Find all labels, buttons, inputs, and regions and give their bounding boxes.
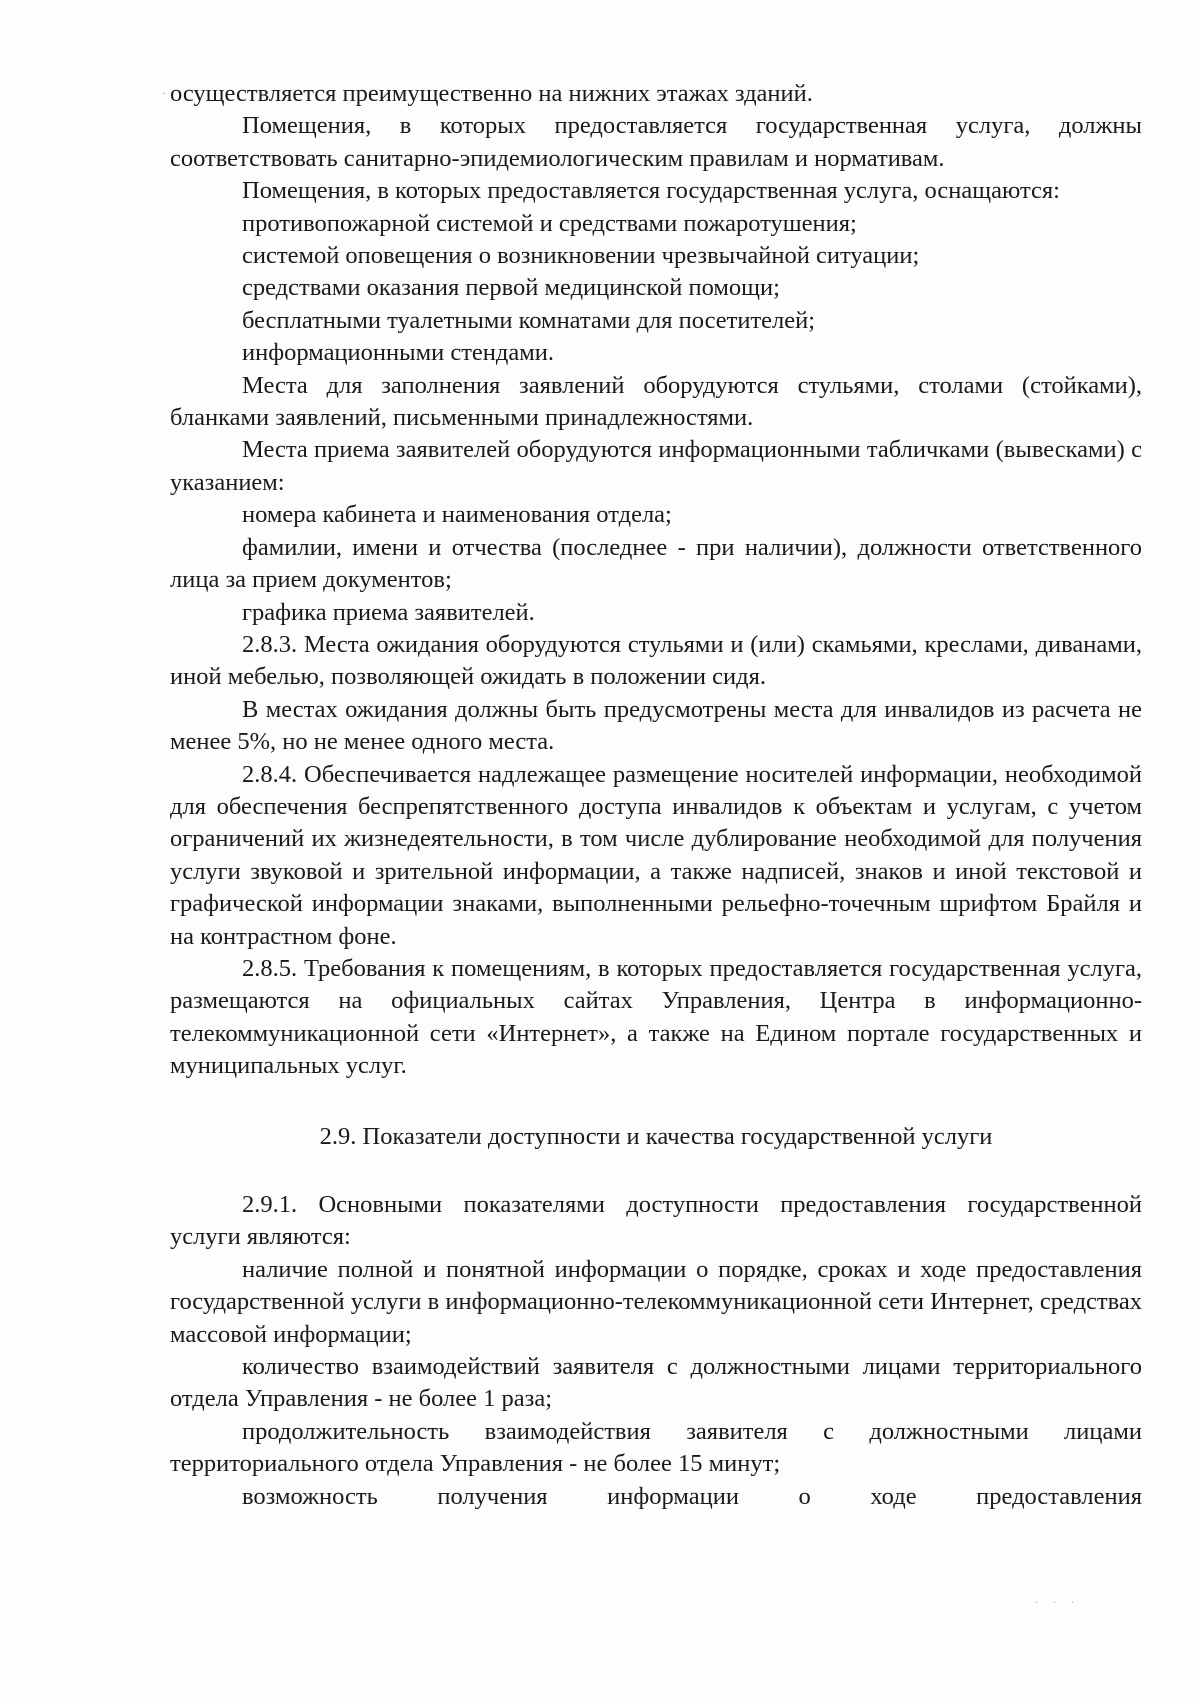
paragraph: осуществляется преимущественно на нижних этажах зданий.	[170, 80, 813, 107]
clause-2-8-5: 2.8.5. Требования к помещениям, в которых предоставляется государственная услуга, размещаются на официальных сайтах Управления, Центра в информационно-телекоммуникационной сети «Интернет», а также на Едином портале государственных и муниципальных услуг.	[170, 954, 1142, 1080]
scan-speck: ·	[162, 88, 166, 100]
list-item: продолжительность взаимодействия заявителя с должностными лицами территориального отдела Управления - не более 15 минут;	[170, 1417, 1142, 1478]
list-item: средствами оказания первой медицинской помощи;	[242, 274, 780, 302]
list-item: информационными стендами.	[242, 339, 554, 367]
list-item: фамилии, имени и отчества (последнее - при наличии), должности ответственного лица за прием документов;	[170, 533, 1142, 594]
list-item: графика приема заявителей.	[242, 598, 535, 626]
paragraph: Места приема заявителей оборудуются информационными табличками (вывесками) с указанием:	[170, 436, 1142, 496]
section-heading-2-9: 2.9. Показатели доступности и качества государственной услуги	[319, 1122, 993, 1150]
scan-specks: · · ·	[1035, 1598, 1080, 1609]
document-body	[170, 78, 1142, 1513]
list-item: номера кабинета и наименования отдела;	[242, 501, 672, 529]
list-item: наличие полной и понятной информации о порядке, сроках и ходе предоставления государственной услуги в информационно-телекоммуникационной сети Интернет, средствах массовой информации;	[170, 1255, 1142, 1348]
list-item: возможность получения информации о ходе предоставления	[242, 1482, 1142, 1510]
list-item: системой оповещения о возникновении чрезвычайной ситуации;	[242, 242, 920, 270]
paragraph: Помещения, в которых предоставляется государственная услуга, должны соответствовать санитарно-эпидемиологическим правилам и нормативам.	[170, 112, 1142, 172]
clause-2-9-1: 2.9.1. Основными показателями доступности предоставления государственной услуги являются:	[170, 1191, 1142, 1251]
list-item: бесплатными туалетными комнатами для посетителей;	[242, 306, 816, 334]
paragraph: Места для заполнения заявлений оборудуются стульями, столами (стойками), бланками заявлений, письменными принадлежностями.	[170, 371, 1142, 432]
paragraph: В местах ожидания должны быть предусмотрены места для инвалидов из расчета не менее 5%, но не менее одного места.	[170, 695, 1142, 756]
paragraph: Помещения, в которых предоставляется государственная услуга, оснащаются:	[242, 177, 1060, 205]
clause-2-8-3: 2.8.3. Места ожидания оборудуются стульями и (или) скамьями, креслами, диванами, иной мебелью, позволяющей ожидать в положении сидя.	[170, 630, 1142, 691]
clause-2-8-4: 2.8.4. Обеспечивается надлежащее размещение носителей информации, необходимой для обеспечения беспрепятственного доступа инвалидов к объектам и услугам, с учетом ограничений их жизнедеятельности, в том числе дублирование необходимой для получения услуги звуковой и зрительной информации, а также надписей, знаков и иной текстовой и графической информации знаками, выполненными рельефно-точечным шрифтом Брайля и на контрастном фоне.	[170, 760, 1142, 950]
list-item: количество взаимодействий заявителя с должностными лицами территориального отдела Управления - не более 1 раза;	[170, 1353, 1142, 1413]
list-item: противопожарной системой и средствами пожаротушения;	[242, 209, 857, 237]
